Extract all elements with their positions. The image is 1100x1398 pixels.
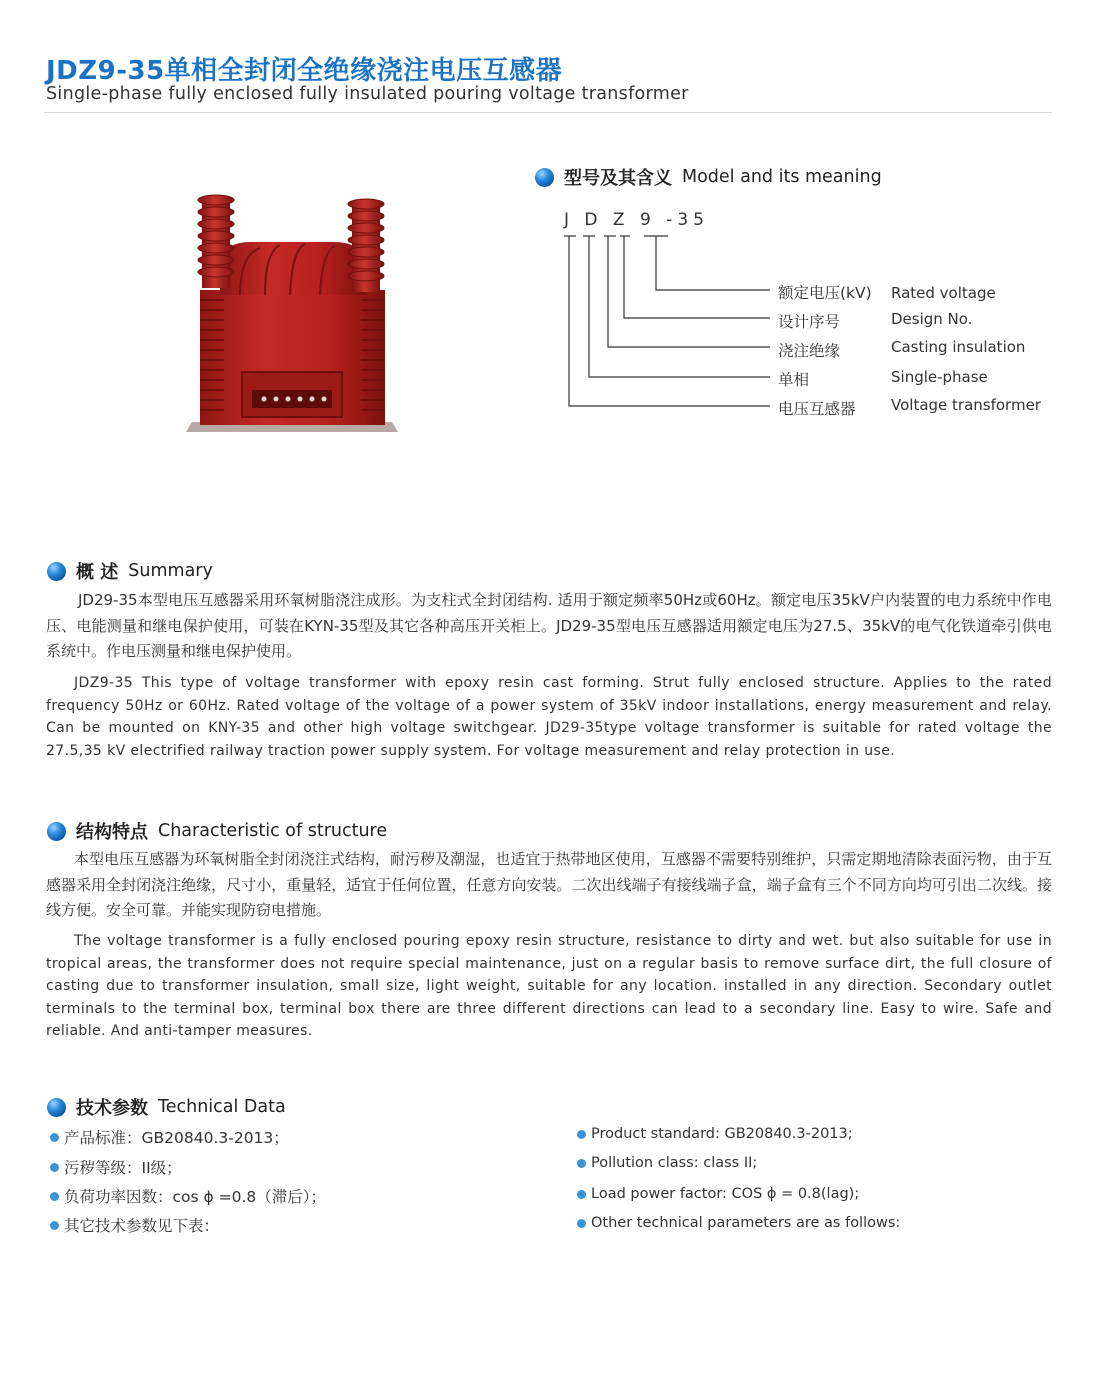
bullet-dot-icon xyxy=(50,1163,59,1172)
bullet-ball-icon xyxy=(535,168,554,187)
title-divider xyxy=(44,112,1052,113)
structure-text-cn: 本型电压互感器为环氧树脂全封闭浇注式结构，耐污秽及潮湿，也适宜于热带地区使用，互感器不需要特别维护，只需定期地清除表面污物，由于互感器采用全封闭浇注绝缘，尺寸小，重量轻，适宜于任何位置，任意方向安装。二次出线端子有接线端子盒，端子盒有三个不同方向均可引出二次线。接线方便。安全可靠。并能实现防窃电措施。 xyxy=(46,850,1052,919)
voltage-transformer-illustration xyxy=(180,190,405,440)
model-heading-en: Model and its meaning xyxy=(682,167,882,187)
structure-heading-en: Characteristic of structure xyxy=(158,821,388,841)
model-bracket-lines xyxy=(560,230,775,415)
bullet-dot-icon xyxy=(577,1130,586,1139)
meaning-en-2: Design No. xyxy=(891,310,973,328)
structure-heading xyxy=(47,818,387,844)
technical-heading-cn: 技术参数 xyxy=(76,1098,148,1119)
tech-item-cn: 产品标准：GB20840.3-2013； xyxy=(50,1126,289,1148)
bullet-ball-icon xyxy=(47,1098,66,1117)
structure-heading-cn: 结构特点 xyxy=(76,822,148,843)
tech-item-cn: 其它技术参数见下表： xyxy=(50,1214,219,1236)
bullet-dot-icon xyxy=(577,1190,586,1199)
tech-item-en: Product standard: GB20840.3-2013; xyxy=(577,1126,853,1142)
meaning-cn-5: 电压互感器 xyxy=(778,400,856,418)
product-image xyxy=(180,190,405,440)
meaning-cn-4: 单相 xyxy=(778,371,810,389)
bullet-dot-icon xyxy=(577,1219,586,1228)
bullet-dot-icon xyxy=(50,1133,59,1142)
bullet-ball-icon xyxy=(47,562,66,581)
page-subtitle: Single-phase fully enclosed fully insulated pouring voltage transformer xyxy=(46,84,689,104)
summary-text-en: JDZ9-35 This type of voltage transformer with epoxy resin cast forming. Strut fully enclosed structure. Applies to the rated frequency 50Hz or 60Hz. Rated voltage of the voltage of a power system of 35kV indoor installations, energy measurement and relay. Can be mounted on KNY-35 and other high voltage switchgear. JD29-35type voltage transformer is suitable for rated voltage the 27.5,35 kV electrified railway traction power supply system. For voltage measurement and relay protection in use. xyxy=(46,675,1052,759)
meaning-en-4: Single-phase xyxy=(891,368,988,386)
bullet-dot-icon xyxy=(50,1192,59,1201)
structure-text-en: The voltage transformer is a fully enclosed pouring epoxy resin structure, resistance to dirty and wet. but also suitable for use in tropical areas, the transformer does not require special maintenance, just on a regular basis to remove surface dirt, the full closure of casting due to transformer insulation, small size, light weight, suitable for any location. installed in any direction. Secondary outlet terminals to the terminal box, terminal box there are three different directions can lead to a secondary line. Easy to wire. Safe and reliable. And anti-tamper measures. xyxy=(46,933,1052,1039)
tech-item-en: Load power factor: COS ϕ = 0.8(lag); xyxy=(577,1186,859,1202)
summary-text-cn: JD29-35本型电压互感器采用环氧树脂浇注成形。为支柱式全封闭结构. 适用于额定频率50Hz或60Hz。额定电压35kV户内装置的电力系统中作电压、电能测量和继电保护使用，可装在KYN-35型及其它各种高压开关柜上。JD29-35型电压互感器适用额定电压为27.5、35kV的电气化铁道牵引供电系统中。作电压测量和继电保护使用。 xyxy=(46,591,1052,660)
tech-item-en: Other technical parameters are as follows: xyxy=(577,1215,900,1231)
technical-heading-en: Technical Data xyxy=(158,1097,286,1117)
meaning-cn-2: 设计序号 xyxy=(778,313,841,331)
meaning-en-1: Rated voltage xyxy=(891,284,996,302)
bullet-dot-icon xyxy=(50,1221,59,1230)
page-title: JDZ9-35单相全封闭全绝缘浇注电压互感器 xyxy=(46,56,563,86)
tech-item-cn: 负荷功率因数：cos ϕ =0.8（滞后）； xyxy=(50,1185,326,1207)
meaning-en-5: Voltage transformer xyxy=(891,396,1041,414)
model-heading-cn: 型号及其含义 xyxy=(564,168,672,189)
meaning-cn-1: 额定电压(kV) xyxy=(778,284,872,302)
meaning-cn-3: 浇注绝缘 xyxy=(778,342,841,360)
technical-heading xyxy=(47,1094,286,1120)
tech-item-cn: 污秽等级：II级； xyxy=(50,1156,182,1178)
summary-heading-en: Summary xyxy=(128,561,213,581)
bullet-dot-icon xyxy=(577,1159,586,1168)
model-heading xyxy=(535,164,882,190)
meaning-en-3: Casting insulation xyxy=(891,338,1026,356)
bullet-ball-icon xyxy=(47,822,66,841)
tech-item-en: Pollution class: class II; xyxy=(577,1155,757,1171)
model-code: J D Z 9 -35 xyxy=(564,210,709,230)
summary-heading xyxy=(47,558,213,584)
summary-heading-cn: 概 述 xyxy=(76,562,119,583)
